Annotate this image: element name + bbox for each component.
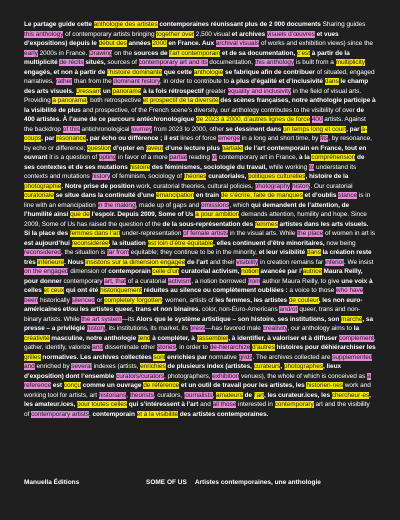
text-segment: understand its contexts and mutations [24,163,357,180]
highlight-pink: this anthology [24,30,64,38]
highlight-pink: stories [156,344,176,351]
highlight-yellow: pour toutes celles [76,401,127,408]
text-segment: , curators, [153,391,184,399]
text-segment: un [101,87,113,95]
highlight-yellow: anthologie des artistes [93,21,158,28]
text-segment: queer, trans and non-binary artists. While [24,306,361,323]
book-title: SOME OF US [146,479,187,486]
text-segment: . The archives collected are [252,353,333,361]
highlight-pink: contemporary artists [31,410,89,418]
text-segment: contemporain [92,410,137,418]
text-segment: et archives [231,30,267,38]
highlight-yellow: tend [138,334,151,342]
text-segment: à compléter, à [150,334,197,342]
text-segment: dimension of [68,268,109,275]
text-segment: in the field of visual arts. Providing [24,87,362,104]
highlight-yellow: amateurs [216,391,243,399]
highlight-yellow: sont [153,353,166,361]
highlight-pink: of [211,154,218,161]
highlight-pink: equality and inclusivity [227,87,292,95]
text-segment: , which [229,201,252,209]
highlight-yellow: et à la visibilité [136,410,178,418]
text-segment: : women, artists of [161,296,216,304]
highlight-yellow: historiquement [99,287,142,294]
highlight-yellow: théories [183,173,207,180]
text-segment: . Nous [64,258,86,266]
text-segment: —its [121,315,137,323]
highlight-pink: stance [338,192,358,199]
highlight-pink: omissions [200,201,230,209]
text-segment: se situe dans la continuité d’une [53,192,157,199]
text-segment: of situated, engaged narratives, [24,68,375,85]
text-segment: Sharing guides [320,21,366,28]
text-segment: in a long and short time, by [239,135,321,142]
text-segment: curatorial activism, [179,268,242,275]
text-segment: of feminism, sociology of [110,173,184,180]
text-segment: . [88,410,93,418]
text-segment: enriched by [34,363,72,370]
text-segment: . We insist [344,258,374,266]
highlight-yellow: de référence [143,382,180,389]
text-segment: enrichies par [165,353,209,361]
text-segment: interested in [236,401,275,408]
highlight-yellow: question [87,144,112,152]
text-segment: se fabrique afin de contribuer [223,68,317,76]
text-segment: la [353,325,360,332]
highlight-yellow: 2000 [152,40,167,47]
text-segment: des artistes contemporaines. [178,410,269,418]
highlight-pink: contemporary art and its [138,59,208,66]
highlight-yellow: et prospectif de la diversité [142,97,219,104]
text-segment: l’espoir. Depuis 2009, Some of Us [89,211,196,218]
text-segment: contemporain [108,268,153,275]
highlight-yellow: Dressant [75,87,102,95]
highlight-pink: press [189,325,206,332]
highlight-pink: exhibition [212,372,240,380]
highlight-yellow: un temps long et court [282,125,347,133]
highlight-yellow: photographie [24,182,62,190]
highlight-pink: silenced [71,296,95,304]
text-segment: et leur visibilité [258,249,307,256]
highlight-pink: de récits [59,59,84,66]
text-segment: de plusieurs index (artistes, [165,363,254,370]
text-segment: historically [38,296,72,304]
highlight-yellow: anthologie [193,68,224,76]
highlight-yellow: enrichies [140,363,166,370]
highlight-pink: a reference [24,372,371,389]
highlight-pink: creativity [262,325,288,332]
text-segment: , our anthology aims to [287,325,354,332]
text-segment: , [212,391,217,399]
highlight-pink: dominant history [113,78,160,85]
text-segment: normatives. Les archives collectées [40,353,154,361]
text-segment: of women in art is [323,230,375,237]
text-segment: demands attention, humility and hope. Since 2009, Some of Us has raised the question of the [24,211,367,228]
highlight-pink: history [86,325,106,332]
highlight-pink: fits [320,135,329,142]
highlight-yellow: reconsidérée [71,239,109,247]
highlight-yellow: grilles [24,353,41,361]
highlight-yellow: dans [324,78,339,85]
text-segment: antichronological [79,125,132,133]
text-segment: , lieux d’exposition) dont l’ensemble [24,363,342,380]
text-segment: author Maura Reilly, to give [260,277,342,285]
highlight-yellow: l’art [253,391,264,399]
text-segment: artistes dans les arts visuels. Si la place des [24,220,369,237]
highlight-pink: all those [212,401,237,408]
text-segment: work, curatorial theories, cultural policies, [136,182,255,190]
text-segment: et un outil de travail pour les artistes, les [179,382,307,389]
text-segment: greater [205,87,228,95]
highlight-pink: this anthology [254,59,295,66]
highlight-pink: historians [98,391,127,399]
highlight-pink: journalists [183,391,213,399]
text-segment: le champ des arts visuels. [24,78,369,95]
text-segment: sources de [133,49,170,57]
text-segment: —has favored male [205,325,263,332]
highlight-yellow: notion [241,268,259,275]
highlight-yellow: panorama [112,87,142,95]
highlight-yellow: together over [156,30,195,38]
text-segment: venues), the whole of which is conceived as [239,372,368,380]
highlight-pink: activism [168,277,192,285]
text-segment: indexes (artists, [91,363,141,370]
text-segment: contemporary art in France, [217,154,300,161]
text-segment: under-representation [120,230,184,237]
text-segment: in creation remains far [258,258,325,266]
text-segment: , a notion borrowed [191,277,248,285]
highlight-yellow: rassembler [196,334,229,342]
text-segment: and their [209,258,237,266]
text-segment: it is a question of [49,154,99,161]
text-segment: qui demandent de l’attention, de l’humilité ainsi [24,201,350,218]
text-segment: contemporary [63,277,105,285]
text-segment: à la fois rétrospectif [141,87,206,95]
highlight-yellow: de 2023 à 2000, d’autres lignes de force [196,116,311,123]
text-segment: en train [194,192,221,199]
text-segment: engagés, et non à partir de [24,68,108,76]
text-segment: années [126,40,153,47]
highlight-pink: far from [107,249,130,256]
text-segment: 2000s in France. [37,49,89,57]
text-segment: of a curatorial [125,277,169,285]
text-segment: et de sa documentation, [220,49,297,57]
text-segment: is built from a [294,59,336,66]
text-segment: , gather, identify, valorize [24,334,376,351]
text-segment: or [94,296,105,304]
highlight-yellow: conçu [63,382,81,389]
anthology-text-block [24,20,376,419]
highlight-pink: art, that [104,277,126,285]
text-segment: , [280,363,284,370]
highlight-pink: the place [297,230,324,237]
highlight-pink: and [92,344,103,351]
highlight-yellow: à-coups [24,125,368,142]
text-segment: se dessinent dans [225,125,283,133]
text-segment: , the situation is [60,249,108,256]
text-segment: , les curateur.ices, les [264,391,332,399]
text-segment: des féminismes, sociologie du travail, [150,163,269,171]
highlight-pink: in the making [97,201,136,209]
highlight-pink: emerge [218,135,240,142]
text-segment: , par [41,135,57,142]
text-segment: que cette [162,68,194,76]
text-segment: d’une lecture plus [163,144,222,152]
text-segment: and prospective, of the French scene’s diversity, our anthology contributes to the visibility of over [82,106,357,114]
highlight-pink: history [292,182,311,190]
text-segment: de ses contextes et de ses mutations [24,154,365,171]
text-segment: la création reste très [24,249,372,266]
text-segment: qui s’intéressent à l’art [127,401,201,408]
text-segment: in the visual arts. While [228,230,298,237]
highlight-pink: photography [254,182,291,190]
text-segment: , its institutions, its market, its [105,325,190,332]
text-segment: a voice to those [289,287,336,294]
text-segment: à la [299,154,312,161]
highlight-pink: history [91,173,111,180]
highlight-yellow: politiques culturelles [248,173,306,180]
highlight-yellow: contemporary [274,401,314,408]
highlight-yellow: a pour ambition [195,211,240,218]
highlight-yellow: est loin d’être équitable [147,239,214,247]
text-segment: on the [112,49,134,57]
text-segment: qui ont été [64,287,100,294]
text-segment: les femmes, les artistes [215,296,289,304]
highlight-yellow: photographes [283,363,324,370]
highlight-yellow: émancipation [156,192,195,199]
text-segment: une voix à celles [24,277,373,294]
text-segment: , made up of gaps and [135,201,201,209]
text-segment: now being [326,239,356,247]
text-segment: de 400 artistes. À l’aune de ce parcours antéchronologique [24,106,364,123]
highlight-yellow: inférieure [37,258,65,266]
text-segment: , la situation [108,239,148,247]
highlight-pink: on the engaged [24,268,69,275]
text-segment: . Notre prise de position [61,182,137,190]
text-segment: and [200,401,213,408]
text-segment: in favor of a more [116,154,170,161]
highlight-pink: visuels d’œuvres [266,30,315,38]
text-segment: work and working tool for artists, art [24,382,371,399]
text-segment: , [126,391,130,399]
text-segment: à plus d’égalité et d’inclusivité [230,78,325,85]
highlight-yellow: d’autres [251,344,275,351]
highlight-pink: archival visuals [215,40,260,47]
text-segment: réduites au silence ou complètement oubliées : [141,287,290,294]
text-segment: et vues d’expositions) depuis le [24,30,339,47]
text-segment: color, non-Euro-Americans [201,306,280,313]
text-segment: avancée par l’ [258,268,303,275]
highlight-pink: several [71,363,92,370]
highlight-pink: early [24,49,38,57]
highlight-pink: of this [62,125,80,133]
text-segment: , both retrospective [86,97,143,104]
text-segment: , par écho ou différence ; il est [86,135,181,142]
highlight-yellow: a panorama [52,97,87,104]
text-segment: equitable; they continue to be in the minority, [129,249,259,256]
highlight-yellow: completely forgotten [104,296,162,304]
text-segment: situés, [83,59,108,66]
highlight-yellow: l’histoire dominante [107,68,163,76]
highlight-yellow: marché [341,315,363,323]
text-segment: of works and exhibition views) since the [259,40,373,47]
text-segment: , les amateur.ices, [24,391,371,408]
highlight-yellow: multiplicity [335,59,365,66]
text-segment: , in order to [175,344,210,351]
highlight-pink: complement [338,334,374,342]
text-segment: masculine, notre anthologie [49,334,138,342]
publisher-name: Manuella Éditions [24,479,80,486]
highlight-yellow: que de [70,211,90,218]
text-segment: from 2023 to 2000, other [152,125,226,133]
text-segment: of contemporary artists bringing [63,30,157,38]
highlight-pink: of female artists [183,230,229,237]
text-segment: des scènes françaises, notre anthologie participe à la visibilité de plus [24,97,376,114]
text-segment: 2,500 visual [194,30,232,38]
highlight-pink: partial [169,154,187,161]
highlight-pink: who have been [24,287,364,304]
text-segment: de la sous-représentation des [162,220,255,228]
highlight-yellow: et ceux [43,287,65,294]
highlight-pink: the art system [81,315,122,323]
text-segment: , by resonance, by echo or difference; [24,135,372,152]
highlight-pink: opting [98,154,117,161]
highlight-yellow: faveur [145,144,164,152]
text-segment: en France. Aux [166,40,216,47]
highlight-pink: Drawing [88,49,113,57]
highlight-pink: 400 [311,116,323,123]
text-segment: reading [186,154,212,161]
text-segment: de l’art [185,258,210,266]
text-segment: est aujourd’hui [24,239,72,247]
text-segment: , à identifier, à valoriser et à diffuser [228,334,339,342]
highlight-yellow: de couleur [288,296,319,304]
text-segment: , in order to contribute to [159,78,231,85]
highlight-yellow: l’art contemporain [169,49,221,57]
highlight-yellow: femmes dans l’art [69,230,121,237]
highlight-yellow: celle d’un [152,268,180,275]
text-segment: disseminate other [102,344,157,351]
highlight-pink: supplemented and [24,353,373,370]
highlight-pink: journey [131,125,153,133]
highlight-pink: to [308,163,315,171]
highlight-pink: from [247,277,261,285]
text-segment: normative [208,353,239,361]
text-segment: histoires pour déhiérarchiser les [274,344,376,351]
text-segment: , par [346,125,362,133]
highlight-yellow: résonance [56,135,87,142]
highlight-yellow: histoire [129,163,151,171]
text-segment: de [244,391,254,399]
text-segment: than from the [72,78,114,85]
highlight-yellow: historien·nes [306,382,344,389]
text-segment: artists. Against the backdrop [24,116,366,133]
highlight-yellow: créativité [24,334,50,342]
highlight-pink: visibility [236,258,259,266]
highlight-pink: grids [238,353,253,361]
highlight-yellow: autrice [302,268,322,275]
cover-footer [24,479,376,486]
text-segment: contemporaines réunissant plus de 2 000 documents [157,21,321,28]
highlight-yellow: partiale [221,144,243,152]
text-segment: de l’art contemporain en France, tout en ouvrant [24,144,367,161]
text-segment: Le partage guide cette [24,21,94,28]
highlight-pink: inferior [324,258,345,266]
highlight-pink: and/or [279,306,298,313]
highlight-pink: curators/curators [116,372,164,380]
highlight-yellow: compréhension [311,154,356,161]
highlight-yellow: de s’écrire, faite de manques [220,192,303,199]
text-segment: documentation, [207,59,255,66]
highlight-pink: theorists [129,391,154,399]
highlight-yellow: chercheur·es [331,391,370,399]
highlight-yellow: insistons sur la dimension engagée [85,258,186,266]
highlight-pink: rather [55,78,73,85]
highlight-yellow: curateurs [253,363,281,370]
highlight-pink: reconsidered [24,249,61,256]
text-segment: Maura Reilly, pour donner [24,268,363,285]
text-segment: , histoire de la [305,173,349,180]
text-segment: . Our curatorial [310,182,353,190]
text-segment: à partir de la multiplicité [24,49,350,66]
text-segment: curatoriales, [206,173,249,180]
highlight-yellow: femmes [254,220,278,228]
text-segment: is in line with an emancipation [24,192,371,209]
text-segment: est [52,382,64,389]
highlight-yellow: dans [306,249,321,256]
text-segment: , elles continuent d’être minoritaires, [213,239,327,247]
text-segment: art and the visibility of [24,401,370,418]
text-segment: Alors que le système artistique – son histoire, ses institutions, son [136,315,342,323]
text-segment: , sa presse – a privilégié [24,315,374,332]
highlight-pink: de-hierarchize [209,344,251,351]
text-segment: sources of [107,59,139,66]
text-segment: et d’oublis [302,192,339,199]
book-subtitle: Artistes contemporaines, une anthologie [194,479,321,486]
text-segment: , les non euro-américaines et/ou les artistes queer, trans et non binaires. [24,296,363,313]
highlight-yellow: c’est [296,49,311,57]
text-segment: d’opter en [111,144,146,152]
highlight-yellow: début des [98,40,127,47]
text-segment: while working [268,163,309,171]
text-segment: comme un ouvrage [80,382,144,389]
highlight-yellow: curatoriale [24,192,54,199]
text-segment: , photographers, [163,372,213,380]
text-segment: lines of force [180,135,219,142]
